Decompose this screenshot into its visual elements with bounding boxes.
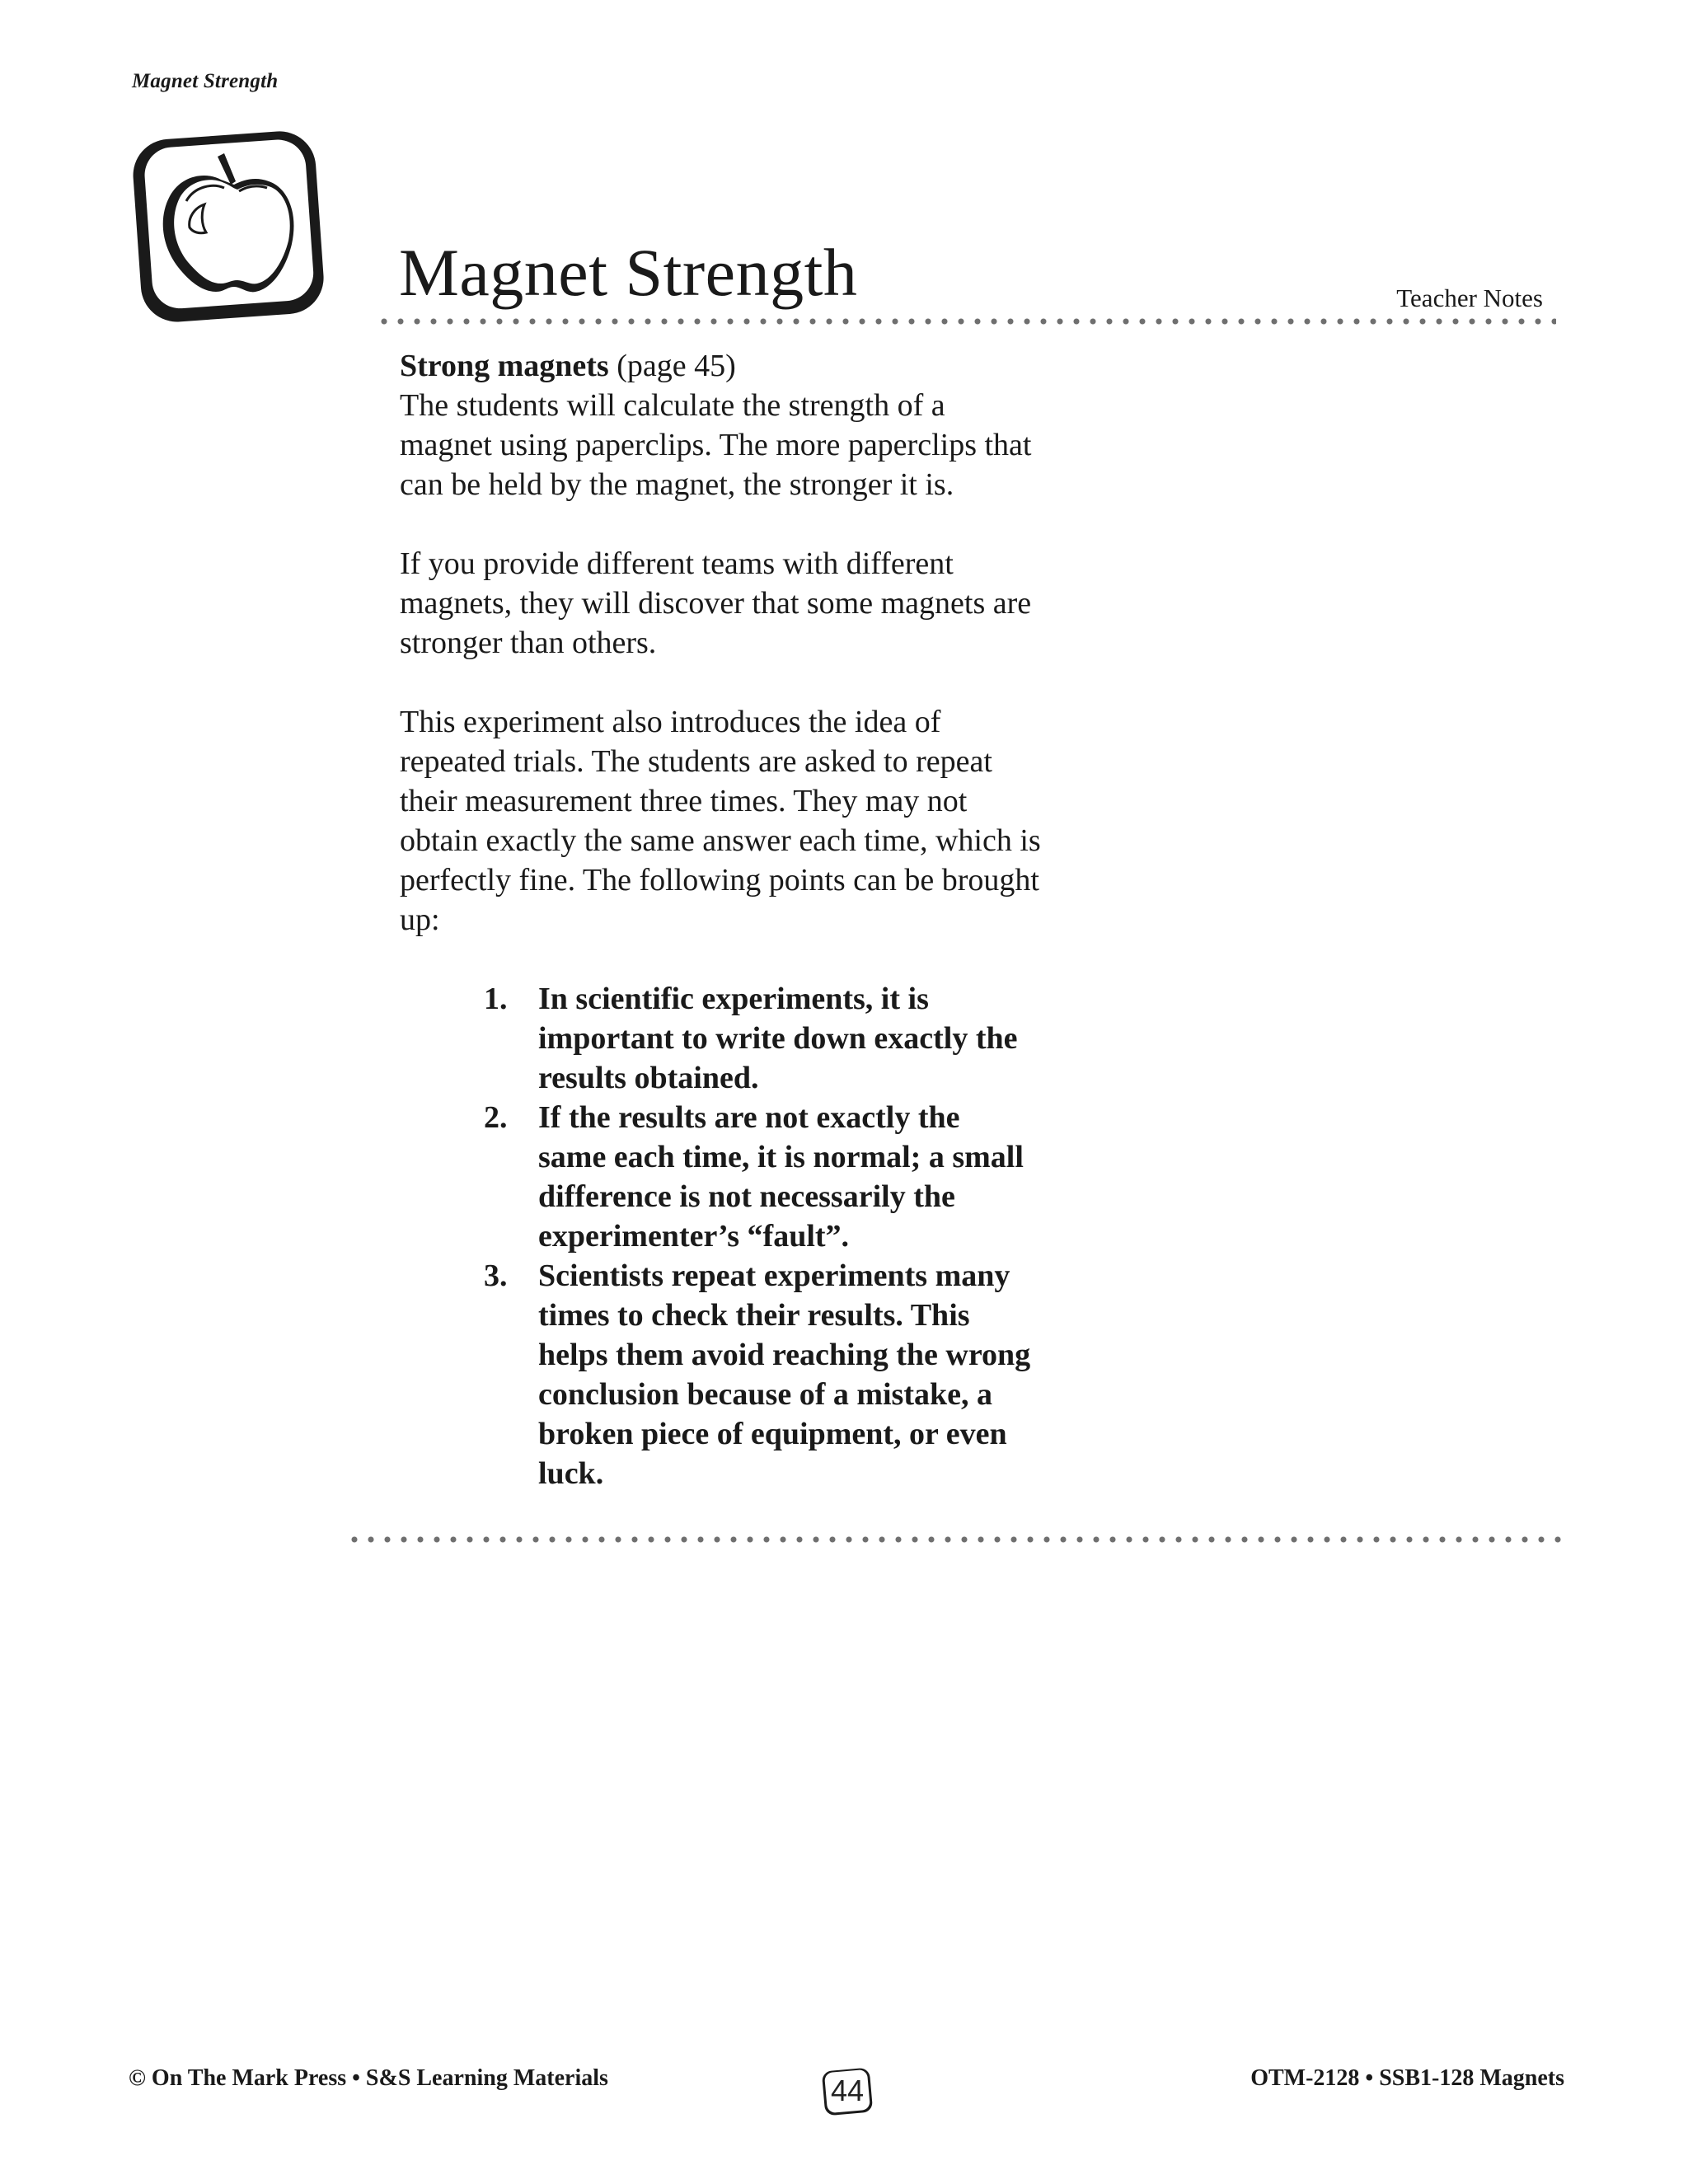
list-text-line: In scientific experiments, it is	[538, 982, 929, 1016]
list-text-line: results obtained.	[538, 1061, 759, 1095]
footer-product-code: OTM-2128 • SSB1-128 Magnets	[1250, 2065, 1564, 2091]
footer-copyright: © On The Mark Press • S&S Learning Materials	[129, 2065, 608, 2091]
subhead-bold: Strong magnets	[400, 349, 609, 383]
apple-icon	[124, 122, 331, 330]
text-line: their measurement three times. They may not	[400, 784, 968, 818]
text-line: magnet using paperclips. The more paperclips that	[400, 428, 1032, 462]
paragraph-3	[400, 702, 1142, 940]
list-item	[400, 979, 1142, 1098]
section-label: Teacher Notes	[1396, 284, 1543, 312]
page-title: Magnet Strength	[399, 235, 858, 310]
text-line: If you provide different teams with different	[400, 546, 954, 581]
dotted-divider-top	[376, 318, 1556, 325]
text-line: perfectly fine. The following points can be brought	[400, 863, 1039, 898]
text-line: This experiment also introduces the idea of	[400, 705, 941, 739]
body-content	[400, 346, 1142, 1493]
list-number: 2.	[484, 1100, 508, 1135]
page-number: 44	[830, 2074, 865, 2107]
text-line: The students will calculate the strength of a	[400, 388, 945, 423]
list-text-line: important to write down exactly the	[538, 1021, 1018, 1056]
list-text-line: luck.	[538, 1456, 604, 1491]
list-item	[400, 1098, 1142, 1256]
subhead-reference: (page 45)	[608, 349, 736, 383]
list-text-line: same each time, it is normal; a small	[538, 1140, 1024, 1174]
list-number: 1.	[484, 982, 508, 1016]
text-line: stronger than others.	[400, 626, 657, 660]
discussion-points-list	[400, 979, 1142, 1493]
text-line: magnets, they will discover that some magnets are	[400, 586, 1032, 621]
list-text-line: Scientists repeat experiments many	[538, 1258, 1010, 1293]
text-line: obtain exactly the same answer each time, which is	[400, 823, 1041, 858]
subhead	[400, 346, 1142, 386]
paragraph-1	[400, 346, 1142, 504]
text-line: can be held by the magnet, the stronger it is.	[400, 467, 954, 502]
list-text-line: difference is not necessarily the	[538, 1179, 955, 1214]
text-line: up:	[400, 902, 440, 937]
list-text-line: experimenter’s “fault”.	[538, 1219, 850, 1254]
list-text-line: If the results are not exactly the	[538, 1100, 960, 1135]
dotted-divider-bottom	[346, 1536, 1563, 1543]
list-text-line: broken piece of equipment, or even	[538, 1417, 1007, 1451]
list-item	[400, 1256, 1142, 1493]
list-text-line: times to check their results. This	[538, 1298, 970, 1333]
text-line: repeated trials. The students are asked to repeat	[400, 744, 992, 779]
list-text-line: helps them avoid reaching the wrong	[538, 1338, 1031, 1372]
paragraph-2	[400, 544, 1142, 663]
list-text-line: conclusion because of a mistake, a	[538, 1377, 992, 1412]
page-number-badge	[819, 2065, 875, 2118]
running-head: Magnet Strength	[132, 70, 279, 92]
list-number: 3.	[484, 1258, 508, 1293]
